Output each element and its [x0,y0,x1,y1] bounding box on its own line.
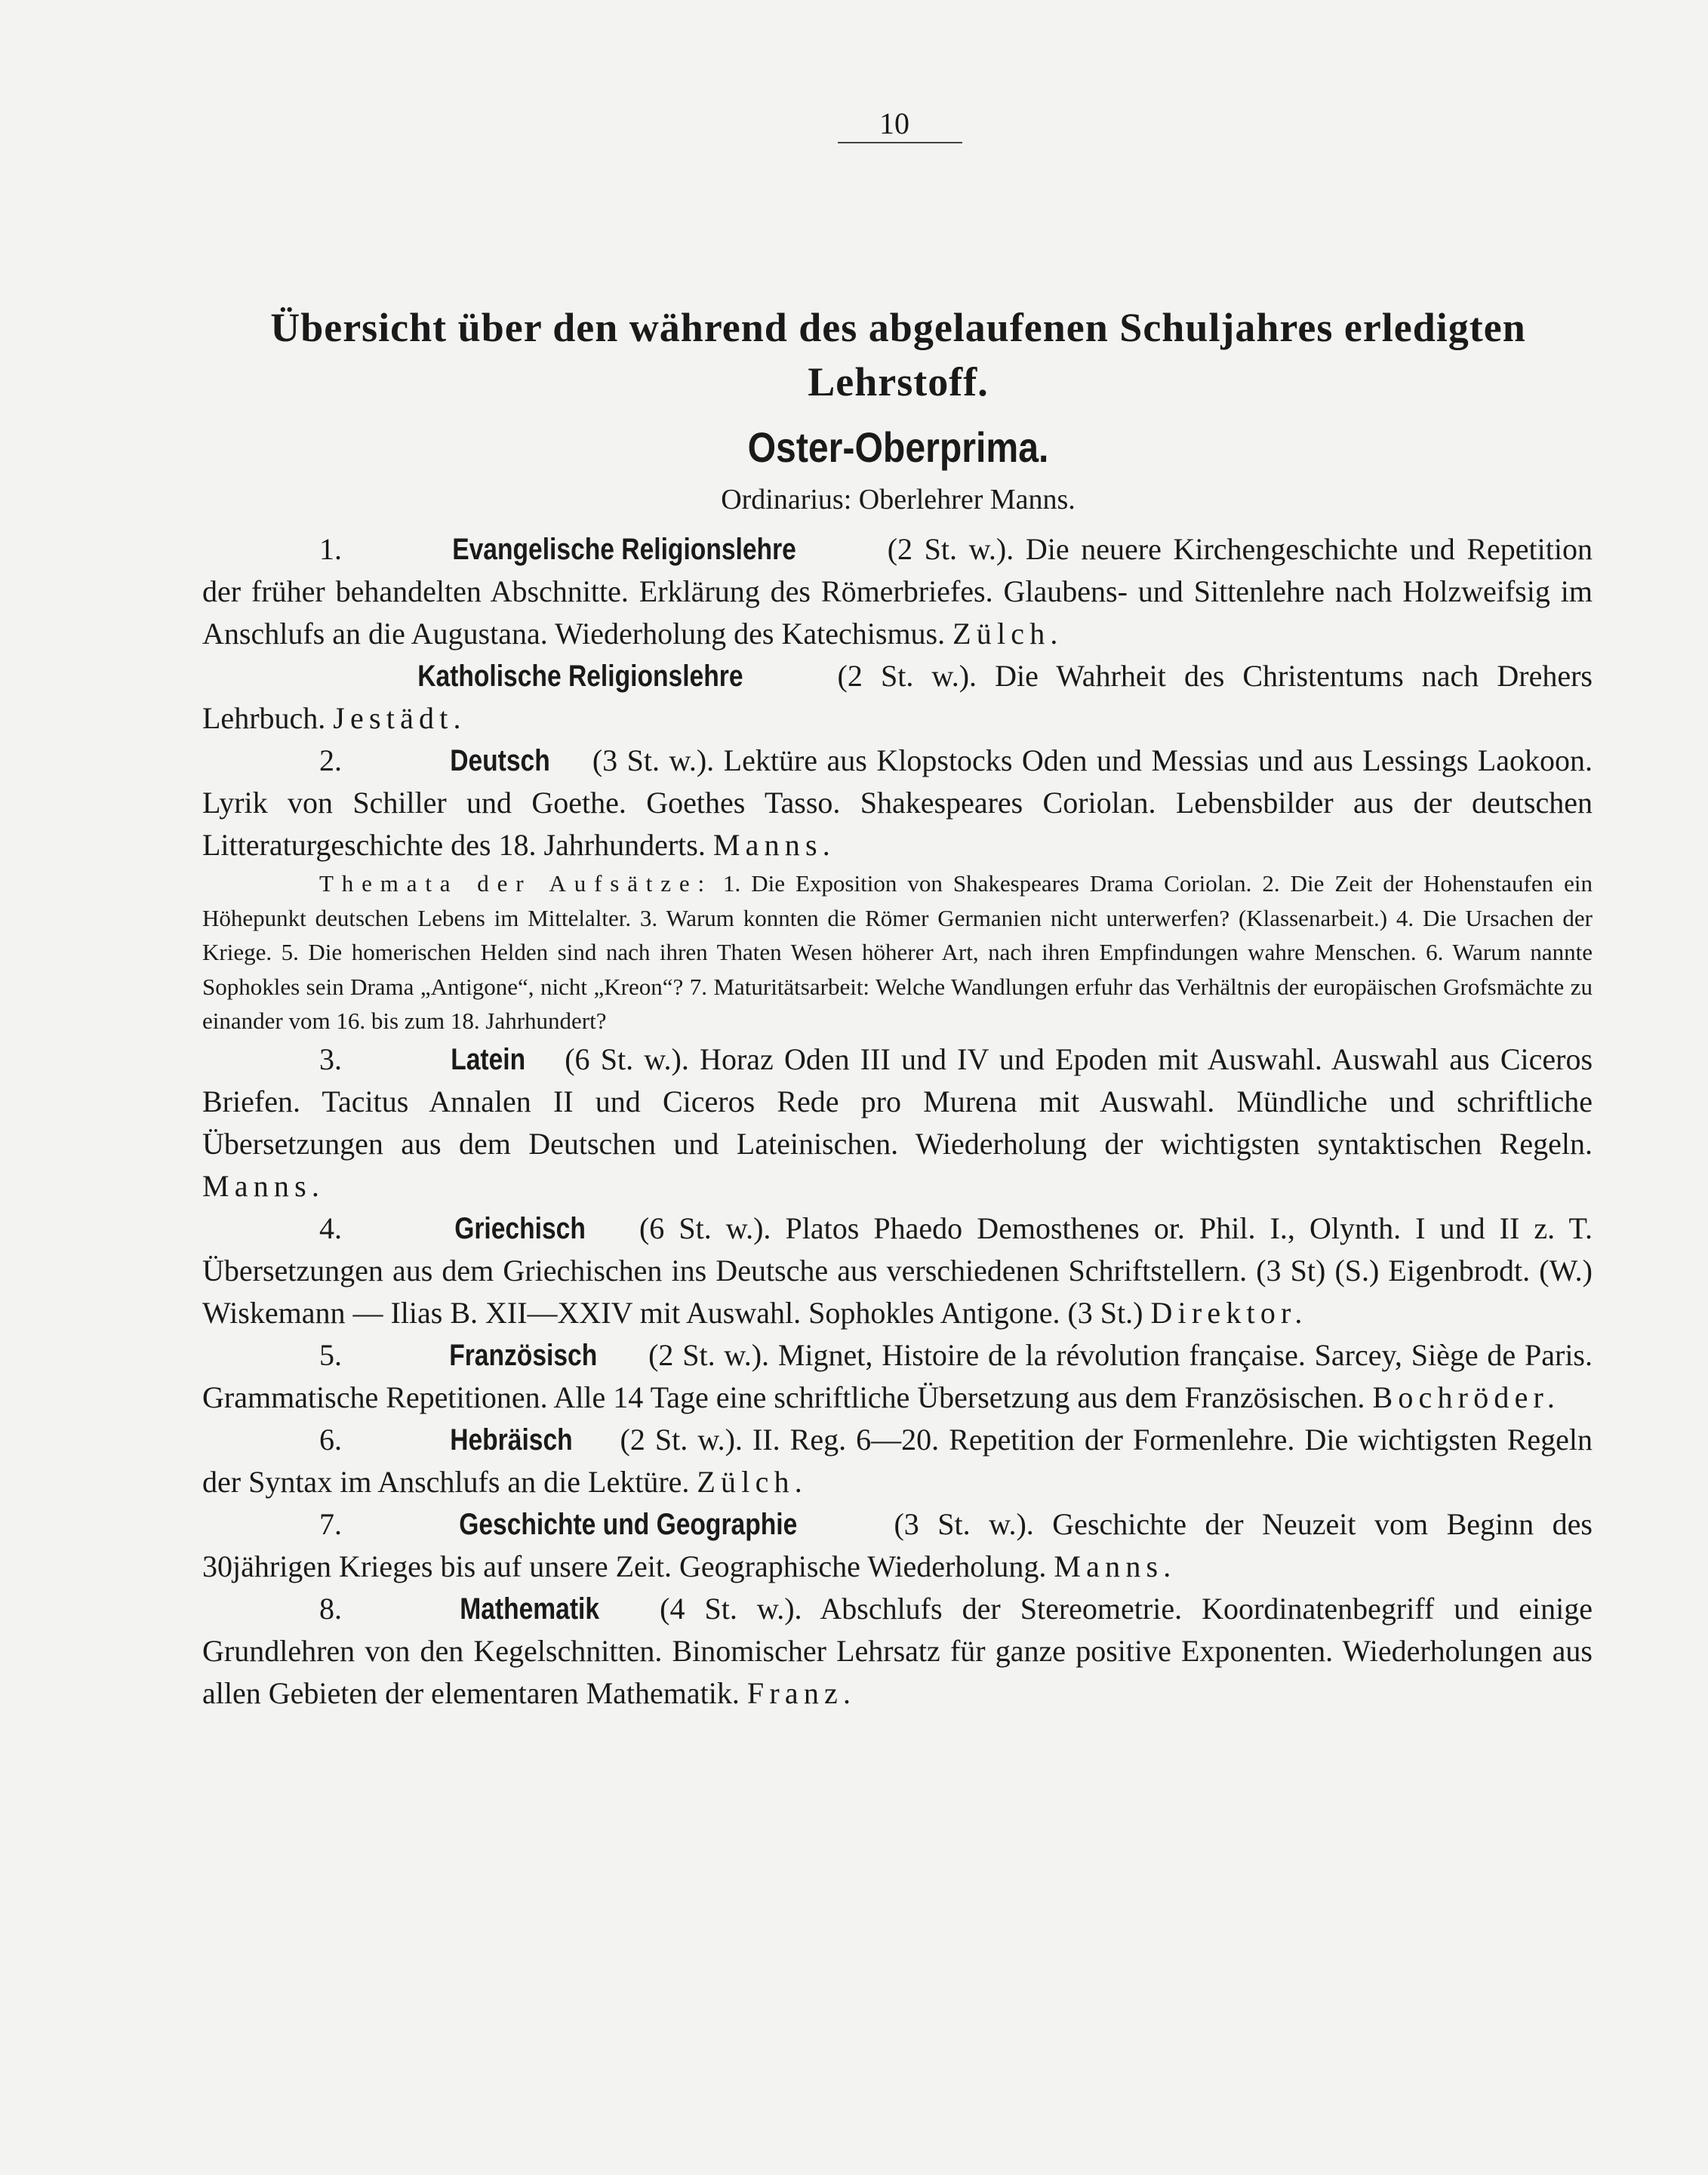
teacher-name: Zülch. [952,617,1063,651]
subject-name: Evangelische Religionslehre [451,533,796,566]
page-title [204,300,1593,409]
teacher-name: Bochröder. [1372,1380,1561,1414]
subject-paragraph: 3. Latein (6 St. w.). Horaz Oden III und IV und Epoden mit Auswahl. Auswahl aus Ciceros Briefen. Tacitus Annalen II und Ciceros Rede pro Murena mit Auswahl. Mündliche und schriftliche Übersetzungen aus dem Deutschen und Lateinischen. Wiederholung der wichtigsten syntaktischen Regeln. Manns. [202,1038,1593,1207]
subject-name: Griechisch [454,1211,586,1245]
subject-paragraph: 8. Mathematik (4 St. w.). Abschlufs der Stereometrie. Koordinatenbegriff und einige Grundlehren von den Kegelschnitten. Binomischer Lehrsatz für ganze positive Exponenten. Wiederholungen aus allen Gebieten der elementaren Mathematik. Franz. [202,1588,1593,1715]
themata-label: Themata der Aufsätze: [319,870,712,897]
subject-name: Deutsch [449,744,550,777]
subject-paragraph: 6. Hebräisch (2 St. w.). II. Reg. 6—20. Repetition der Formenlehre. Die wichtigsten Regeln der Syntax im Anschlufs an die Lektüre. Zülch. [202,1419,1593,1503]
page-number-rule [838,142,962,143]
teacher-name: Manns. [712,828,836,862]
subject-paragraph: 1. Evangelische Religionslehre (2 St. w.). Die neuere Kirchengeschichte und Repetition der früher behandelten Abschnitte. Erklärung des Römerbriefes. Glaubens- und Sittenlehre nach Holzweifsig im Anschlufs an die Augustana. Wiederholung des Katechismus. Zülch. [202,528,1593,655]
subject-paragraph: Katholische Religionslehre (2 St. w.). Die Wahrheit des Christentums nach Drehers Lehrbuch. Jestädt. [202,655,1593,740]
subject-paragraph: 7. Geschichte und Geographie (3 St. w.). Geschichte der Neuzeit vom Beginn des 30jährigen Krieges bis auf unsere Zeit. Geographische Wiederholung. Manns. [202,1503,1593,1588]
subject-name: Katholische Religionslehre [417,660,743,693]
subject-paragraph: 5. Französisch (2 St. w.). Mignet, Histoire de la révolution française. Sarcey, Siège de Paris. Grammatische Repetitionen. Alle 14 Tage eine schriftliche Übersetzung aus dem Französischen. Bochröder. [202,1334,1593,1419]
themata-text: 1. Die Exposition von Shakespeares Drama Coriolan. 2. Die Zeit der Hohenstaufen ein Höhepunkt deutschen Lebens im Mittelalter. 3. Warum konnten die Römer Germanien nicht unterwerfen? (Klassenarbeit.) 4. Die Ursachen der Kriege. 5. Die homerischen Helden sind nach ihren Thaten Wesen höherer Art, nach ihren Empfindungen wahre Menschen. 6. Warum nannte Sophokles sein Drama „Antigone“, nicht „Kreon“? 7. Maturitätsarbeit: Welche Wandlungen erfuhr das Verhältnis der europäischen Grofsmächte zu einander vom 16. bis zum 18. Jahrhundert? [202,870,1593,1034]
ordinarius-line: Ordinarius: Oberlehrer Manns. [721,484,1076,515]
subjects-body [202,528,1593,1715]
subject-name: Mathematik [460,1592,600,1626]
teacher-name: Jestädt. [333,701,466,735]
section-heading: Oster-Oberprima. [747,423,1049,471]
teacher-name: Direktor. [1150,1295,1308,1330]
themata-block [202,866,1593,1038]
subject-name: Geschichte und Geographie [458,1507,797,1541]
subject-name: Latein [451,1042,526,1076]
subject-name: Französisch [449,1338,598,1372]
title-line-2: Lehrstoff. [808,359,989,405]
subject-paragraph: 4. Griechisch (6 St. w.). Platos Phaedo Demosthenes or. Phil. I., Olynth. I und II z. T. Übersetzungen aus dem Griechischen ins Deutsche aus verschiedenen Schriftstellern. (3 St) (S.) Eigenbrodt. (W.) Wiskemann — Ilias B. XII—XXIV mit Auswahl. Sophokles Antigone. (3 St.) Direktor. [202,1207,1593,1334]
subject-paragraph: 2. Deutsch (3 St. w.). Lektüre aus Klopstocks Oden und Messias und aus Lessings Laokoon. Lyrik von Schiller und Goethe. Goethes Tasso. Shakespeares Coriolan. Lebensbilder aus der deutschen Litteraturgeschichte des 18. Jahrhunderts. Manns. [202,740,1593,866]
teacher-name: Manns. [202,1168,325,1203]
title-line-1: Übersicht über den während des abgelaufenen Schuljahres erledigten [270,305,1526,350]
teacher-name: Franz. [746,1675,857,1710]
teacher-name: Manns. [1054,1549,1177,1583]
teacher-name: Zülch. [697,1464,808,1499]
subject-name: Hebräisch [450,1423,573,1457]
page-number: 10 [879,106,909,140]
